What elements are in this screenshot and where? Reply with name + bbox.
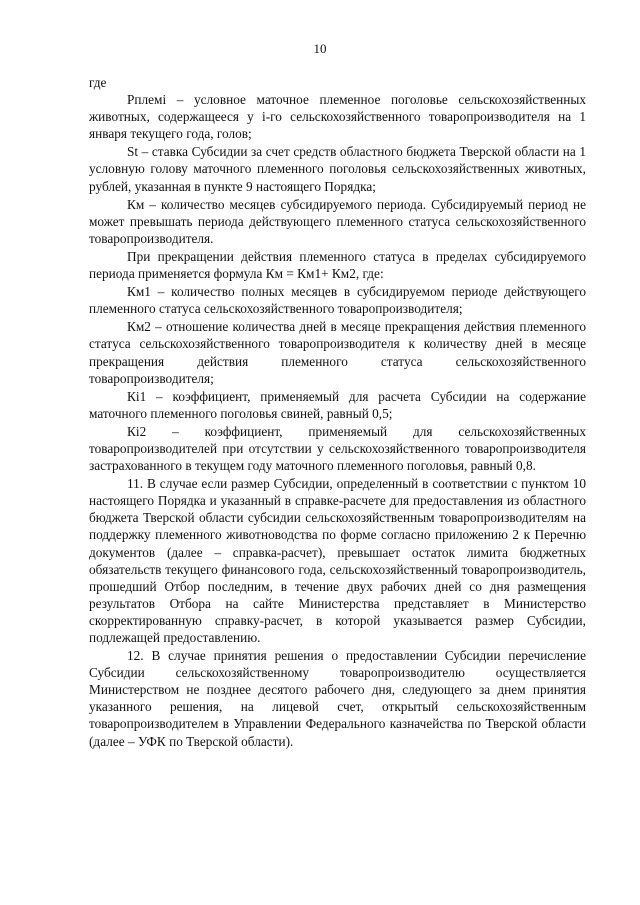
paragraph-km-formula: При прекращении действия племенного статуса в пределах субсидируемого периода применяется формула Км = Км1+ Км2, где: — [89, 248, 586, 282]
paragraph-clause-11: 11. В случае если размер Субсидии, определенный в соответствии с пунктом 10 настоящего Порядка и указанный в справке-расчете для предоставления из областного бюджета Тверской области субсидии сельскохозяйственным товаропроизводителям на поддержку племенного животноводства по форме согласно приложению 2 к Перечню документов (далее – справка-расчет), превышает остаток лимита бюджетных обязательств текущего финансового года, сельскохозяйственный товаропроизводитель, прошедший Отбор последним, в течение двух рабочих дней со дня размещения результатов Отбора на сайте Министерства представляет в Министерство скорректированную справку-расчет, в которой указывается размер Субсидии, подлежащей предоставлению. — [89, 476, 586, 645]
paragraph-ki1-definition: Кi1 – коэффициент, применяемый для расчета Субсидии на содержание маточного племенного поголовья свиней, равный 0,5; — [89, 388, 586, 421]
paragraph-where: где — [89, 75, 107, 90]
paragraph-st-definition: St – ставка Субсидии за счет средств областного бюджета Тверской области на 1 условную голову маточного племенного поголовья сельскохозяйственных животных, рублей, указанная в пункте 9 настоящего Порядка; — [89, 144, 586, 194]
page-number: 10 — [313, 41, 327, 56]
paragraph-ki2-definition: Кi2 – коэффициент, применяемый для сельскохозяйственных товаропроизводителей при отсутствии у сельскохозяйственного товаропроизводителя застрахованного в текущем году маточного племенного поголовья, равный 0,8. — [89, 423, 586, 474]
paragraph-km1-definition: Км1 – количество полных месяцев в субсидируемом периоде действующего племенного статуса сельскохозяйственного товаропроизводителя; — [89, 284, 586, 317]
document-body — [89, 74, 586, 750]
paragraph-km-definition: Км – количество месяцев субсидируемого периода. Субсидируемый период не может превышать периода действующего племенного статуса сельскохозяйственного товаропроизводителя. — [89, 196, 586, 246]
paragraph-clause-12: 12. В случае принятия решения о предоставлении Субсидии перечисление Субсидии сельскохозяйственному товаропроизводителю осуществляется Министерством не позднее десятого рабочего дня, следующего за днем принятия указанного решения, на лицевой счет, открытый сельскохозяйственным товаропроизводителем в Управлении Федерального казначейства по Тверской области (далее – УФК по Тверской области). — [89, 648, 586, 749]
paragraph-pplem-definition: Pплемi – условное маточное племенное поголовье сельскохозяйственных животных, содержащееся у i-го сельскохозяйственного товаропроизводителя на 1 января текущего года, голов; — [89, 92, 586, 142]
paragraph-km2-definition: Км2 – отношение количества дней в месяце прекращения действия племенного статуса сельскохозяйственного товаропроизводителя к количеству дней в месяце прекращения действия племенного статуса сельскохозяйственного товаропроизводителя; — [89, 319, 586, 386]
